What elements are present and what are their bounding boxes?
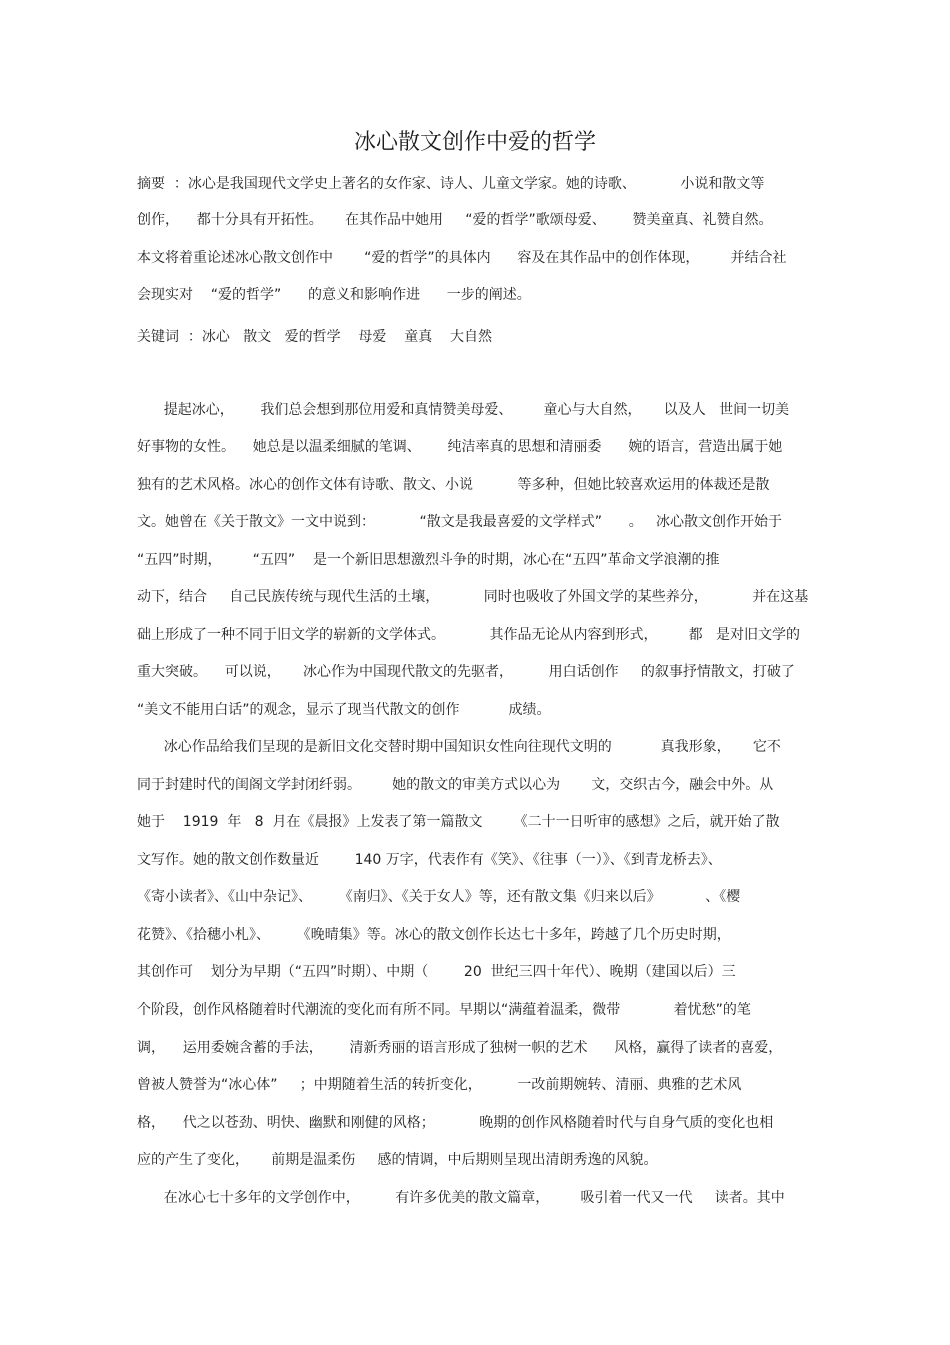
body-line: 调， 运用委婉含蓄的手法， 清新秀丽的语言形成了独树一帜的艺术 风格，赢得了读者的喜爱，	[137, 1040, 783, 1056]
abstract-line: 创作， 都十分具有开拓性。 在其作品中她用 “爱的哲学”歌颂母爱、 赞美童真、礼赞自然。	[137, 212, 773, 228]
body-line: 冰心作品给我们呈现的是新旧文化交替时期中国知识女性向往现代文明的 真我形象， 它不	[137, 739, 781, 755]
body-line: 曾被人赞誉为“冰心体” ；中期随着生活的转折变化， 一改前期婉转、清丽、典雅的艺术风	[137, 1077, 742, 1093]
body-line: 好事物的女性。 她总是以温柔细腻的笔调、 纯洁率真的思想和清丽委 婉的语言，营造出属于她	[137, 439, 783, 455]
abstract-line: 摘要 ：冰心是我国现代文学史上著名的女作家、诗人、儿童文学家。她的诗歌、 小说和散文等	[137, 176, 765, 192]
document-title: 冰心散文创作中爱的哲学	[353, 130, 596, 155]
body-line: 应的产生了变化， 前期是温柔伤 感的情调，中后期则呈现出清朗秀逸的风貌。	[137, 1152, 658, 1168]
body-line: “美文不能用白话”的观念，显示了现当代散文的创作 成绩。	[137, 702, 551, 718]
body-line: 其创作可 划分为早期（“五四”时期）、中期（ 20 世纪三四十年代）、晚期（建国以后）三	[137, 964, 736, 980]
body-line: 独有的艺术风格。冰心的创作文体有诗歌、散文、小说 等多种，但她比较喜欢运用的体裁还是散	[137, 477, 770, 493]
body-line: 格， 代之以苍劲、明快、幽默和刚健的风格； 晚期的创作风格随着时代与自身气质的变化也相	[137, 1115, 774, 1131]
body-line: 动下，结合 自己民族传统与现代生活的土壤， 同时也吸收了外国文学的某些养分， 并在这基	[137, 589, 809, 605]
body-line: 花赞》、《拾穗小札》、 《晚晴集》等。冰心的散文创作长达七十多年，跨越了几个历史时期，	[137, 927, 731, 943]
body-line: 础上形成了一种不同于旧文学的崭新的文学体式。 其作品无论从内容到形式， 都 是对旧文学的	[137, 627, 801, 643]
body-line: 她于 1919 年 8 月在《晨报》上发表了第一篇散文 《二十一日听审的感想》之后，就开始了散	[137, 814, 780, 830]
keywords-line: 关键词 ：冰心 散文 爱的哲学 母爱 童真 大自然	[137, 329, 493, 345]
body-line: 在冰心七十多年的文学创作中， 有许多优美的散文篇章， 吸引着一代又一代 读者。其中	[137, 1190, 785, 1206]
abstract-line: 本文将着重论述冰心散文创作中 “爱的哲学”的具体内 容及在其作品中的创作体现， 并结合社	[137, 250, 787, 266]
body-line: 提起冰心， 我们总会想到那位用爱和真情赞美母爱、 童心与大自然， 以及人 世间一切美	[137, 402, 790, 418]
body-line: 个阶段，创作风格随着时代潮流的变化而有所不同。早期以“满蕴着温柔，微带 着忧愁”的笔	[137, 1002, 751, 1018]
abstract-line: 会现实对 “爱的哲学” 的意义和影响作进 一步的阐述。	[137, 287, 531, 303]
body-line: “五四”时期， “五四” 是一个新旧思想激烈斗争的时期，冰心在“五四”革命文学浪潮的推	[137, 552, 720, 568]
body-line: 文。她曾在《关于散文》一文中说到： “散文是我最喜爱的文学样式” 。 冰心散文创作开始于	[137, 514, 783, 530]
body-line: 同于封建时代的闺阁文学封闭纤弱。 她的散文的审美方式以心为 文，交织古今，融会中外。从	[137, 777, 774, 793]
body-line: 《寄小读者》、《山中杂记》、 《南归》、《关于女人》等，还有散文集《归来以后》 、《樱	[137, 889, 741, 905]
body-line: 重大突破。 可以说， 冰心作为中国现代散文的先驱者， 用白话创作 的叙事抒情散文，打破了	[137, 664, 795, 680]
body-line: 文写作。她的散文创作数量近 140 万字，代表作有《笑》、《往事（一）》、《到青龙桥去》、	[137, 852, 722, 868]
